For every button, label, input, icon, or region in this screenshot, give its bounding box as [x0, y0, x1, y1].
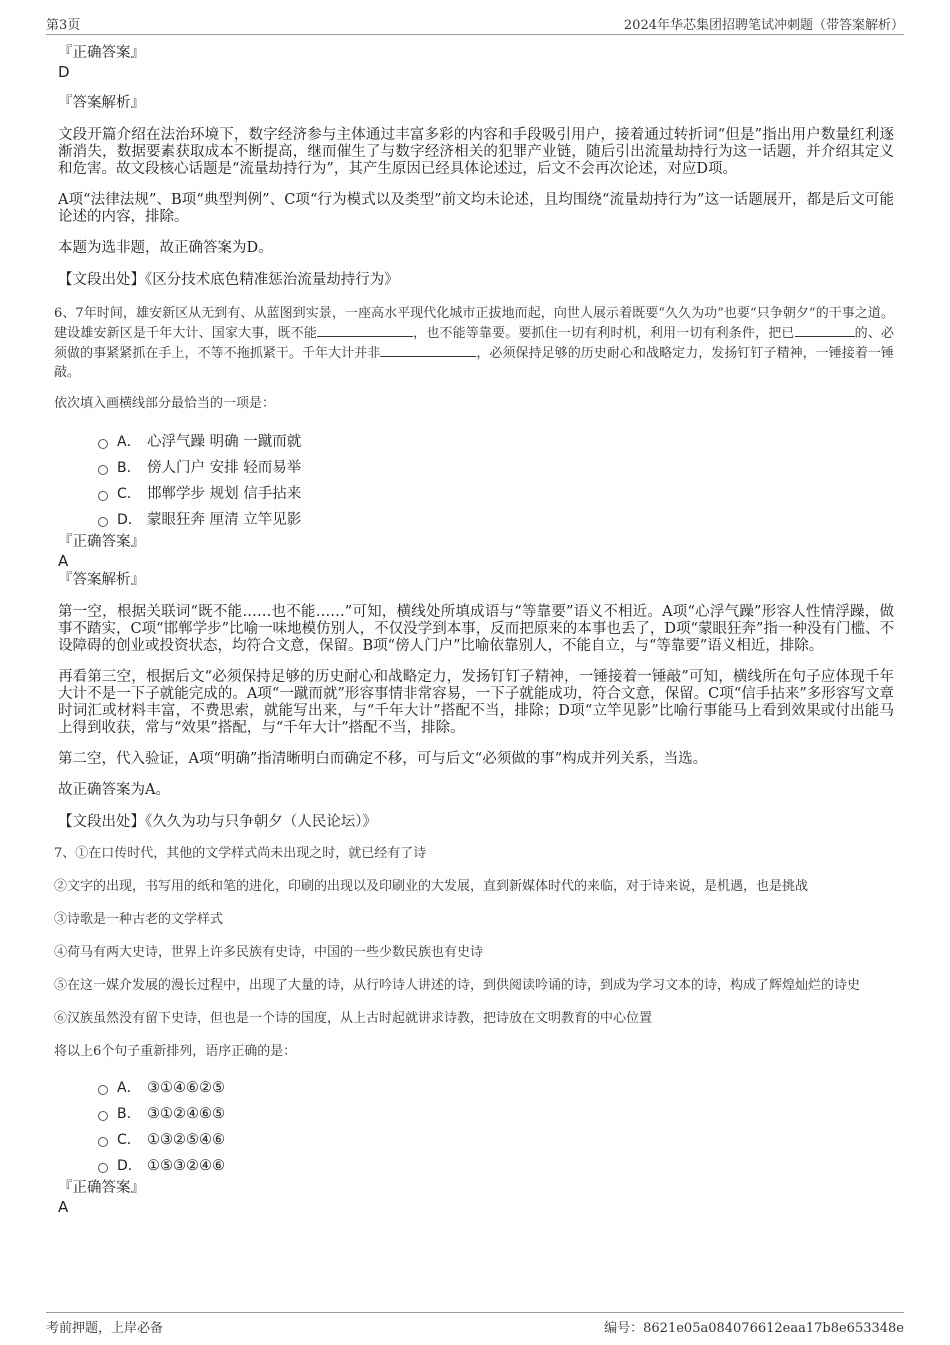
radio-icon[interactable]	[98, 1163, 108, 1173]
blank-1	[317, 323, 413, 337]
q6-option-b[interactable]: B. 傍人门户 安排 轻而易举	[98, 455, 894, 481]
q6-options	[98, 429, 894, 533]
radio-icon[interactable]	[98, 1137, 108, 1147]
q6-source: 【文段出处】《久久为功与只争朝夕（人民论坛）》	[58, 814, 377, 830]
analysis-label: 『答案解析』	[58, 95, 145, 111]
q5-analysis-2: A项“法律法规”、B项“典型判例”、C项“行为模式以及类型”前文均未论述，且均围绕“流量劫持行为”这一话题展开，都是后文可能论述的内容，排除。	[58, 192, 894, 225]
radio-icon[interactable]	[98, 517, 108, 527]
q6-stem: 6、7年时间，雄安新区从无到有、从蓝图到实景，一座高水平现代化城市正拔地而起，向世人展示着既要“久久为功”也要“只争朝夕”的干事之道。建设雄安新区是千年大计、国家大事，既不能 ，也不能等靠要。要抓住一切有利时机，利用一切有利条件，把已 的、必须做的事紧紧抓在手上，不等不拖抓紧干。千年大计并非 ，必须保持足够的历史耐心和战略定力，发扬钉钉子精神，一锤接着一锤敲。	[54, 306, 894, 380]
q6-prompt: 依次填入画横线部分最恰当的一项是：	[54, 396, 276, 411]
radio-icon[interactable]	[98, 1085, 108, 1095]
blank-2	[795, 323, 855, 337]
analysis-label: 『答案解析』	[58, 572, 145, 588]
radio-icon[interactable]	[98, 1111, 108, 1121]
radio-icon[interactable]	[98, 491, 108, 501]
page-number: 第3页	[46, 18, 81, 33]
q7-sentence-4: ④荷马有两大史诗，世界上许多民族有史诗，中国的一些少数民族也有史诗	[54, 945, 484, 960]
q7-sentence-6: ⑥汉族虽然没有留下史诗，但也是一个诗的国度，从上古时起就讲求诗教，把诗放在文明教育的中心位置	[54, 1011, 653, 1026]
page-footer	[46, 1312, 904, 1338]
q7-prompt: 将以上6个句子重新排列，语序正确的是：	[54, 1044, 297, 1059]
correct-answer-label: 『正确答案』	[58, 45, 145, 61]
q7-option-a[interactable]: A． ③①④⑥②⑤	[98, 1075, 894, 1101]
q6-option-a[interactable]: A． 心浮气躁 明确 一蹴而就	[98, 429, 894, 455]
q6-analysis-4: 故正确答案为A。	[58, 782, 170, 798]
q5-analysis-1: 文段开篇介绍在法治环境下，数字经济参与主体通过丰富多彩的内容和手段吸引用户，接着通过转折词“但是”指出用户数量红利逐渐消失，数据要素获取成本不断提高，继而催生了与数字经济相关的犯罪产业链，随后引出流量劫持行为这一话题，并介绍其定义和危害。故文段核心话题是“流量劫持行为”，其产生原因已经具体论述过，后文不会再次论述，对应D项。	[58, 127, 894, 177]
q6-analysis-1: 第一空，根据关联词“既不能……也不能……”可知，横线处所填成语与“等靠要”语义不相近。A项“心浮气躁”形容人性情浮躁，做事不踏实，C项“邯郸学步”比喻一味地模仿别人，不仅没学到本事，反而把原来的本事也丢了，D项“蒙眼狂奔”指一种没有门槛、不设障碍的创业或投资状态，均符合文意，保留。B项“傍人门户”比喻依靠别人，不能自立，与“等靠要”语义相近，排除。	[58, 604, 894, 654]
q6-answer: A	[58, 552, 69, 570]
document-id: 编号：8621e05a084076612eaa17b8e653348e	[604, 1321, 904, 1336]
q7-sentence-5: ⑤在这一媒介发展的漫长过程中，出现了大量的诗，从行吟诗人讲述的诗，到供阅读吟诵的诗，到成为学习文本的诗，构成了辉煌灿烂的诗史	[54, 978, 861, 993]
q7-sentence-1: 7、①在口传时代，其他的文学样式尚未出现之时，就已经有了诗	[54, 846, 427, 861]
document-body	[54, 44, 894, 1217]
q5-source: 【文段出处】《区分技术底色精准惩治流量劫持行为》	[58, 272, 399, 288]
q7-option-b[interactable]: B. ③①②④⑥⑤	[98, 1101, 894, 1127]
q5-analysis-3: 本题为选非题，故正确答案为D。	[58, 240, 273, 256]
q6-analysis-2: 再看第三空，根据后文“必须保持足够的历史耐心和战略定力，发扬钉钉子精神，一锤接着一锤敲”可知，横线所在句子应体现千年大计不是一下子就能完成的。A项“一蹴而就”形容事情非常容易，一下子就能成功，符合文意，保留。C项“信手拈来”多形容写文章时词汇或材料丰富，不费思索，就能写出来，与“千年大计”搭配不当，排除；D项“立竿见影”比喻行事能马上看到效果或付出能马上得到收获，常与“效果”搭配，与“千年大计”搭配不当，排除。	[58, 669, 894, 736]
radio-icon[interactable]	[98, 439, 108, 449]
q7-sentence-2: ②文字的出现，书写用的纸和笔的进化，印刷的出现以及印刷业的大发展，直到新媒体时代的来临，对于诗来说，是机遇，也是挑战	[54, 879, 809, 894]
radio-icon[interactable]	[98, 465, 108, 475]
q5-answer: D	[58, 63, 70, 81]
q7-option-c[interactable]: C． ①③②⑤④⑥	[98, 1127, 894, 1153]
q7-options	[98, 1075, 894, 1179]
q7-answer: A	[58, 1198, 69, 1216]
q6-option-d[interactable]: D． 蒙眼狂奔 厘清 立竿见影	[98, 507, 894, 533]
q7-option-d[interactable]: D． ①⑤③②④⑥	[98, 1153, 894, 1179]
q6-analysis-3: 第二空，代入验证，A项“明确”指清晰明白而确定不移，可与后文“必须做的事”构成并列关系，当选。	[58, 751, 708, 767]
correct-answer-label: 『正确答案』	[58, 1180, 145, 1196]
document-title: 2024年华芯集团招聘笔试冲刺题（带答案解析）	[623, 18, 904, 33]
footer-slogan: 考前押题，上岸必备	[46, 1321, 164, 1336]
q6-option-c[interactable]: C． 邯郸学步 规划 信手拈来	[98, 481, 894, 507]
page-header	[46, 14, 904, 35]
blank-3	[380, 343, 476, 357]
correct-answer-label: 『正确答案』	[58, 534, 145, 550]
q7-sentence-3: ③诗歌是一种古老的文学样式	[54, 912, 224, 927]
